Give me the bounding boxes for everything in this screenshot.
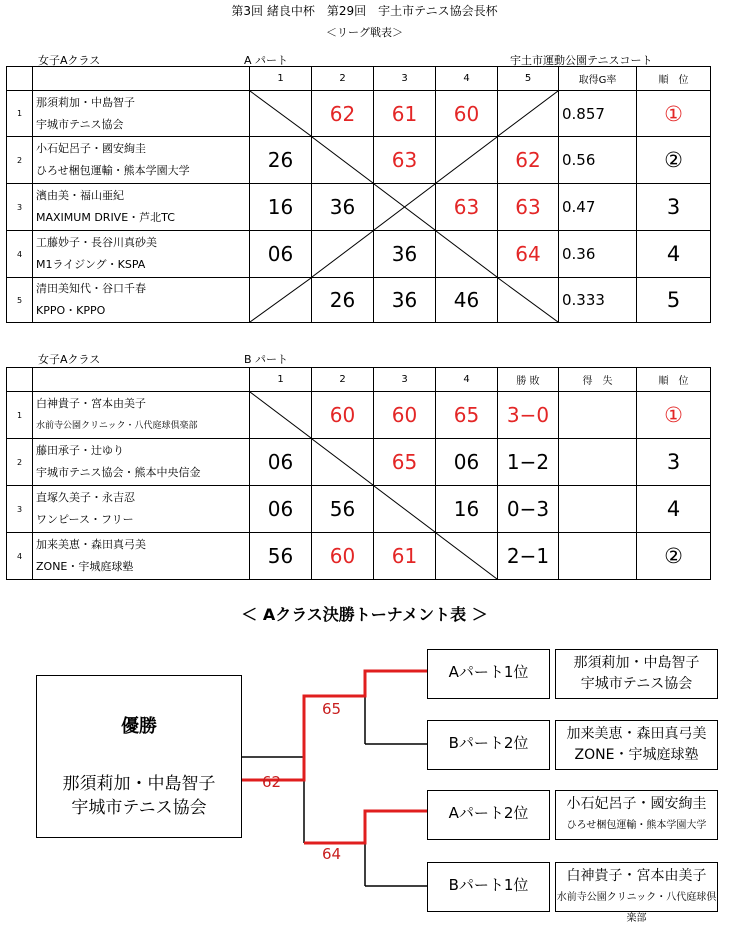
table-b-header-row	[7, 368, 711, 392]
player-cell	[33, 231, 250, 278]
game-rate: 0.36	[559, 231, 637, 278]
player-club: 宇城市テニス協会	[36, 117, 124, 131]
table-row	[7, 91, 711, 137]
row-index: 3	[7, 184, 33, 231]
diagonal-cell	[250, 392, 312, 439]
player-club: ひろせ梱包運輸・熊本学園大学	[36, 164, 190, 177]
entry-names	[555, 720, 718, 770]
player-cell	[33, 184, 250, 231]
diagonal-cell	[374, 184, 436, 231]
seed-label: Bパート2位	[427, 720, 550, 770]
win-loss-cell: 3−0	[498, 392, 559, 439]
game-rate: 0.333	[559, 278, 637, 323]
score-cell: 06	[250, 486, 312, 533]
score-cell: 06	[250, 231, 312, 278]
column-header: 4	[436, 67, 498, 91]
game-rate: 0.857	[559, 91, 637, 137]
table-row	[7, 439, 711, 486]
game-rate: 0.56	[559, 137, 637, 184]
rank-cell: ①	[637, 392, 711, 439]
champion-club: 宇城市テニス協会	[71, 798, 207, 818]
rank-cell: ①	[637, 91, 711, 137]
score-cell: 60	[312, 392, 374, 439]
player-cell	[33, 91, 250, 137]
player-names: 清田美知代・谷口千春	[36, 282, 146, 295]
rank-cell: ②	[637, 137, 711, 184]
entry-name: 那須莉加・中島智子	[573, 655, 700, 671]
table-row	[7, 533, 711, 580]
score-cell: 63	[436, 184, 498, 231]
score-cell: 60	[374, 392, 436, 439]
player-cell	[33, 278, 250, 323]
table-a-part-label: A パート	[244, 54, 289, 67]
score-cell: 26	[250, 137, 312, 184]
league-subtitle: ＜リーグ戦表＞	[326, 26, 403, 39]
score-cell: 65	[436, 392, 498, 439]
score-cell: 26	[312, 278, 374, 323]
entry-club: ひろせ梱包運輸・熊本学園大学	[566, 820, 707, 831]
table-row	[7, 486, 711, 533]
row-index: 3	[7, 486, 33, 533]
table-b-part-label: B パート	[244, 353, 289, 366]
rank-cell: 3	[637, 184, 711, 231]
score-cell: 60	[436, 91, 498, 137]
entry-club: ZONE・宇城庭球塾	[574, 747, 699, 763]
page-title: 第3回 緒良中杯 第29回 宇土市テニス協会長杯	[231, 4, 498, 18]
row-index: 2	[7, 439, 33, 486]
diagonal-cell	[436, 533, 498, 580]
diagonal-cell	[250, 91, 312, 137]
score-cell: 60	[312, 533, 374, 580]
player-club: 宇城市テニス協会・熊本中央信金	[36, 466, 201, 479]
score-cell: 16	[436, 486, 498, 533]
player-names: 工藤妙子・長谷川真砂美	[36, 236, 157, 249]
rank-cell: 4	[637, 231, 711, 278]
diagonal-cell	[436, 231, 498, 278]
champion-label: 優勝	[121, 716, 157, 737]
entry-name: 小石妃呂子・國安絢圭	[566, 796, 707, 812]
player-cell	[33, 486, 250, 533]
player-cell	[33, 533, 250, 580]
score-cell: 61	[374, 91, 436, 137]
column-header: 1	[250, 67, 312, 91]
score-cell: 63	[374, 137, 436, 184]
diagonal-cell	[312, 231, 374, 278]
rank-cell: 5	[637, 278, 711, 323]
row-index: 4	[7, 231, 33, 278]
column-header: 3	[374, 368, 436, 392]
row-index: 5	[7, 278, 33, 323]
player-club: ZONE・宇城庭球塾	[36, 560, 134, 573]
score-cell: 62	[312, 91, 374, 137]
diagonal-cell	[312, 137, 374, 184]
player-club: KPPO・KPPO	[36, 304, 106, 317]
table-row	[7, 278, 711, 323]
table-row	[7, 392, 711, 439]
player-names: 那須莉加・中島智子	[36, 95, 135, 109]
entry-name: 白神貴子・宮本由美子	[566, 868, 707, 884]
win-loss-cell: 1−2	[498, 439, 559, 486]
table-row	[7, 184, 711, 231]
player-names: 小石妃呂子・國安絢圭	[36, 142, 146, 155]
table-a-class-label: 女子Aクラス	[38, 54, 101, 67]
diagonal-cell	[498, 278, 559, 323]
champion-names: 那須莉加・中島智子	[62, 774, 216, 794]
player-cell	[33, 439, 250, 486]
diagonal-cell	[436, 137, 498, 184]
player-club: ワンピース・フリー	[36, 513, 134, 526]
semifinal-2-score: 64	[322, 845, 342, 863]
column-header: 得 失	[559, 368, 637, 392]
diagonal-cell	[498, 91, 559, 137]
row-index: 2	[7, 137, 33, 184]
column-header: 取得G率	[559, 67, 637, 91]
score-cell: 61	[374, 533, 436, 580]
score-cell: 56	[250, 533, 312, 580]
diagonal-cell	[374, 486, 436, 533]
win-loss-cell: 0−3	[498, 486, 559, 533]
player-cell	[33, 392, 250, 439]
player-names: 加来美恵・森田真弓美	[36, 538, 146, 551]
column-header: 1	[250, 368, 312, 392]
row-index: 4	[7, 533, 33, 580]
rank-cell: 3	[637, 439, 711, 486]
points-cell	[559, 486, 637, 533]
diagonal-cell	[250, 278, 312, 323]
bracket-title: ＜ Aクラス決勝トーナメント表 ＞	[241, 605, 488, 624]
semifinal-1-score: 65	[322, 700, 342, 718]
score-cell: 64	[498, 231, 559, 278]
seed-label: Aパート2位	[427, 790, 550, 840]
points-cell	[559, 439, 637, 486]
table-a-venue: 宇土市運動公園テニスコート	[510, 54, 653, 67]
table-b-class-label: 女子Aクラス	[38, 353, 101, 366]
score-cell: 06	[250, 439, 312, 486]
entry-club: 宇城市テニス協会	[580, 676, 693, 692]
game-rate: 0.47	[559, 184, 637, 231]
score-cell: 63	[498, 184, 559, 231]
league-table-a	[6, 66, 711, 323]
score-cell: 56	[312, 486, 374, 533]
rank-cell: 4	[637, 486, 711, 533]
player-names: 藤田承子・辻ゆり	[36, 444, 124, 457]
player-names: 白神貴子・宮本由美子	[36, 397, 146, 410]
player-names: 直塚久美子・永吉忍	[36, 491, 135, 504]
diagonal-cell	[312, 439, 374, 486]
win-loss-cell: 2−1	[498, 533, 559, 580]
column-header: 2	[312, 67, 374, 91]
seed-label: Bパート1位	[427, 862, 550, 912]
score-cell: 06	[436, 439, 498, 486]
points-cell	[559, 392, 637, 439]
table-row	[7, 231, 711, 278]
player-names: 濱由美・福山亜紀	[36, 189, 124, 202]
score-cell: 16	[250, 184, 312, 231]
table-a-header-row	[7, 67, 711, 91]
league-table-b	[6, 367, 711, 580]
score-cell: 65	[374, 439, 436, 486]
champion-box	[36, 675, 242, 838]
column-header: 5	[498, 67, 559, 91]
player-club: M1ライジング・KSPA	[36, 258, 146, 271]
entry-names	[555, 790, 718, 840]
points-cell	[559, 533, 637, 580]
column-header: 2	[312, 368, 374, 392]
score-cell: 36	[374, 278, 436, 323]
entry-club: 水前寺公園クリニック・八代庭球倶楽部	[556, 892, 717, 924]
score-cell: 36	[374, 231, 436, 278]
column-header: 勝 敗	[498, 368, 559, 392]
entry-names	[555, 649, 718, 699]
column-header: 順 位	[637, 368, 711, 392]
row-index: 1	[7, 91, 33, 137]
score-cell: 62	[498, 137, 559, 184]
row-index: 1	[7, 392, 33, 439]
player-club: 水前寺公園クリニック・八代庭球倶楽部	[36, 421, 198, 431]
player-cell	[33, 137, 250, 184]
final-score: 62	[262, 773, 282, 791]
score-cell: 46	[436, 278, 498, 323]
score-cell: 36	[312, 184, 374, 231]
entry-names	[555, 862, 718, 924]
rank-cell: ②	[637, 533, 711, 580]
entry-name: 加来美恵・森田真弓美	[566, 726, 707, 742]
seed-label: Aパート1位	[427, 649, 550, 699]
player-club: MAXIMUM DRIVE・芦北TC	[36, 211, 175, 224]
column-header: 4	[436, 368, 498, 392]
column-header: 順 位	[637, 67, 711, 91]
column-header: 3	[374, 67, 436, 91]
table-row	[7, 137, 711, 184]
